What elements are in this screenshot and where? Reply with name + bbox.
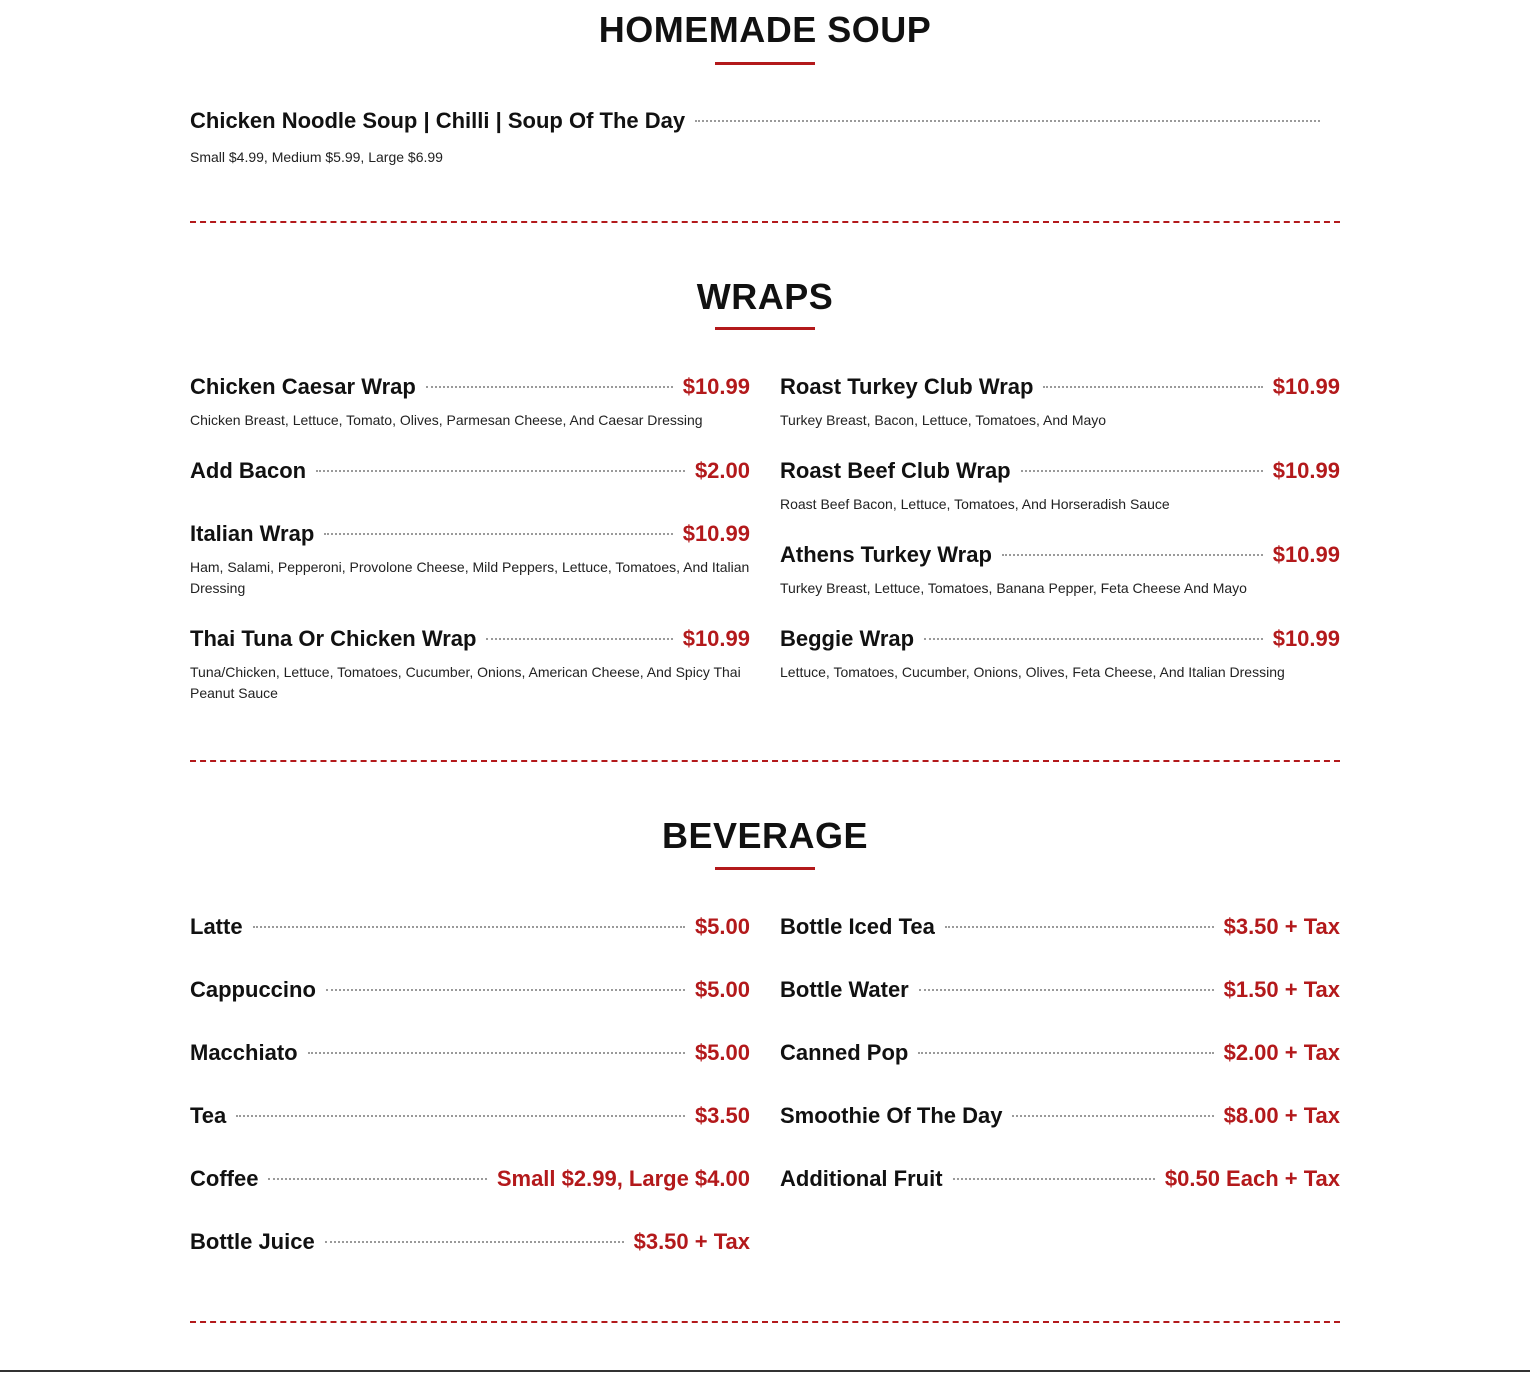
item-name: Italian Wrap [190,521,315,546]
menu-item-wrap [780,374,1340,431]
item-name: Roast Turkey Club Wrap [780,374,1034,399]
item-price: $3.50 + Tax [1223,914,1340,939]
menu-item-wrap [190,458,750,488]
item-description: Tuna/Chicken, Lettuce, Tomatoes, Cucumber, Onions, American Cheese, And Spicy Thai Peanut Sauce [190,664,741,701]
menu-item-beverage [190,977,750,1007]
item-name: Bottle Iced Tea [780,914,935,939]
dotted-leader [253,926,685,928]
beverage-section-title: BEVERAGE [661,815,869,856]
section-divider [190,221,1340,223]
wraps-title-underline [715,327,815,330]
item-name: Coffee [190,1166,259,1191]
dotted-leader [924,638,1263,640]
item-price: $5.00 [694,914,750,939]
menu-item-beverage [190,1040,750,1070]
menu-item-soup [190,108,1330,168]
item-name: Cappuccino [190,977,316,1002]
dotted-leader [918,1052,1213,1054]
beverage-title-underline [715,867,815,870]
menu-item-beverage [780,1040,1340,1070]
menu-item-beverage [190,1229,750,1259]
dotted-leader [695,120,1320,122]
item-price: $10.99 [682,374,750,399]
item-price: $2.00 + Tax [1223,1040,1340,1065]
footer-rule [0,1370,1530,1372]
item-description: Turkey Breast, Lettuce, Tomatoes, Banana Pepper, Feta Cheese And Mayo [780,580,1247,596]
item-price: $10.99 [1272,542,1340,567]
item-price: $10.99 [1272,626,1340,651]
item-name: Smoothie Of The Day [780,1103,1003,1128]
dotted-leader [324,533,672,535]
item-description: Chicken Breast, Lettuce, Tomato, Olives, Parmesan Cheese, And Caesar Dressing [190,412,703,428]
item-name: Tea [190,1103,227,1128]
item-name: Roast Beef Club Wrap [780,458,1011,483]
menu-item-beverage [780,914,1340,944]
dotted-leader [945,926,1214,928]
item-price: $5.00 [694,977,750,1002]
dotted-leader [1002,554,1263,556]
item-price: $3.50 [694,1103,750,1128]
menu-item-wrap [780,458,1340,515]
item-price: $10.99 [1272,374,1340,399]
item-description: Lettuce, Tomatoes, Cucumber, Onions, Olives, Feta Cheese, And Italian Dressing [780,664,1285,680]
item-price: $2.00 [694,458,750,483]
soup-section-title: HOMEMADE SOUP [598,9,932,50]
dotted-leader [325,1241,624,1243]
section-divider [190,1321,1340,1323]
item-price: $5.00 [694,1040,750,1065]
menu-item-beverage [190,914,750,944]
menu-item-wrap [780,626,1340,683]
dotted-leader [236,1115,685,1117]
item-price: Small $2.99, Large $4.00 [496,1166,750,1191]
wraps-section-title: WRAPS [696,276,834,317]
dotted-leader [1021,470,1263,472]
item-name: Bottle Juice [190,1229,315,1254]
item-price: $8.00 + Tax [1223,1103,1340,1128]
menu-item-beverage [190,1103,750,1133]
menu-item-wrap [190,374,750,431]
item-description: Turkey Breast, Bacon, Lettuce, Tomatoes, And Mayo [780,412,1107,428]
item-price: $1.50 + Tax [1223,977,1340,1002]
item-description: Ham, Salami, Pepperoni, Provolone Cheese, Mild Peppers, Lettuce, Tomatoes, And Italian Dressing [190,559,750,596]
dotted-leader [426,386,673,388]
item-name: Chicken Noodle Soup | Chilli | Soup Of The Day [190,108,686,133]
dotted-leader [953,1178,1155,1180]
soup-title-underline [715,62,815,65]
menu-item-wrap [190,521,750,599]
menu-item-wrap [780,542,1340,599]
menu-item-beverage [190,1166,750,1196]
item-name: Macchiato [190,1040,298,1065]
menu-item-wrap [190,626,750,704]
menu-item-beverage [780,1166,1340,1196]
item-name: Latte [190,914,243,939]
item-name: Bottle Water [780,977,909,1002]
dotted-leader [308,1052,685,1054]
menu-item-beverage [780,977,1340,1007]
dotted-leader [316,470,685,472]
item-price: $10.99 [1272,458,1340,483]
dotted-leader [1012,1115,1213,1117]
item-name: Additional Fruit [780,1166,943,1191]
item-name: Canned Pop [780,1040,909,1065]
item-price: $10.99 [682,521,750,546]
item-description: Roast Beef Bacon, Lettuce, Tomatoes, And Horseradish Sauce [780,496,1170,512]
dotted-leader [268,1178,486,1180]
dotted-leader [919,989,1214,991]
menu-item-beverage [780,1103,1340,1133]
item-price: $10.99 [682,626,750,651]
item-price: $0.50 Each + Tax [1164,1166,1340,1191]
dotted-leader [326,989,685,991]
item-price: $3.50 + Tax [633,1229,750,1254]
dotted-leader [486,638,672,640]
beverage-header [0,816,1530,870]
wraps-header [0,277,1530,330]
item-name: Chicken Caesar Wrap [190,374,416,399]
item-description: Small $4.99, Medium $5.99, Large $6.99 [190,149,443,165]
section-divider [190,760,1340,762]
item-name: Beggie Wrap [780,626,915,651]
dotted-leader [1043,386,1262,388]
item-name: Thai Tuna Or Chicken Wrap [190,626,477,651]
item-name: Add Bacon [190,458,307,483]
item-name: Athens Turkey Wrap [780,542,992,567]
